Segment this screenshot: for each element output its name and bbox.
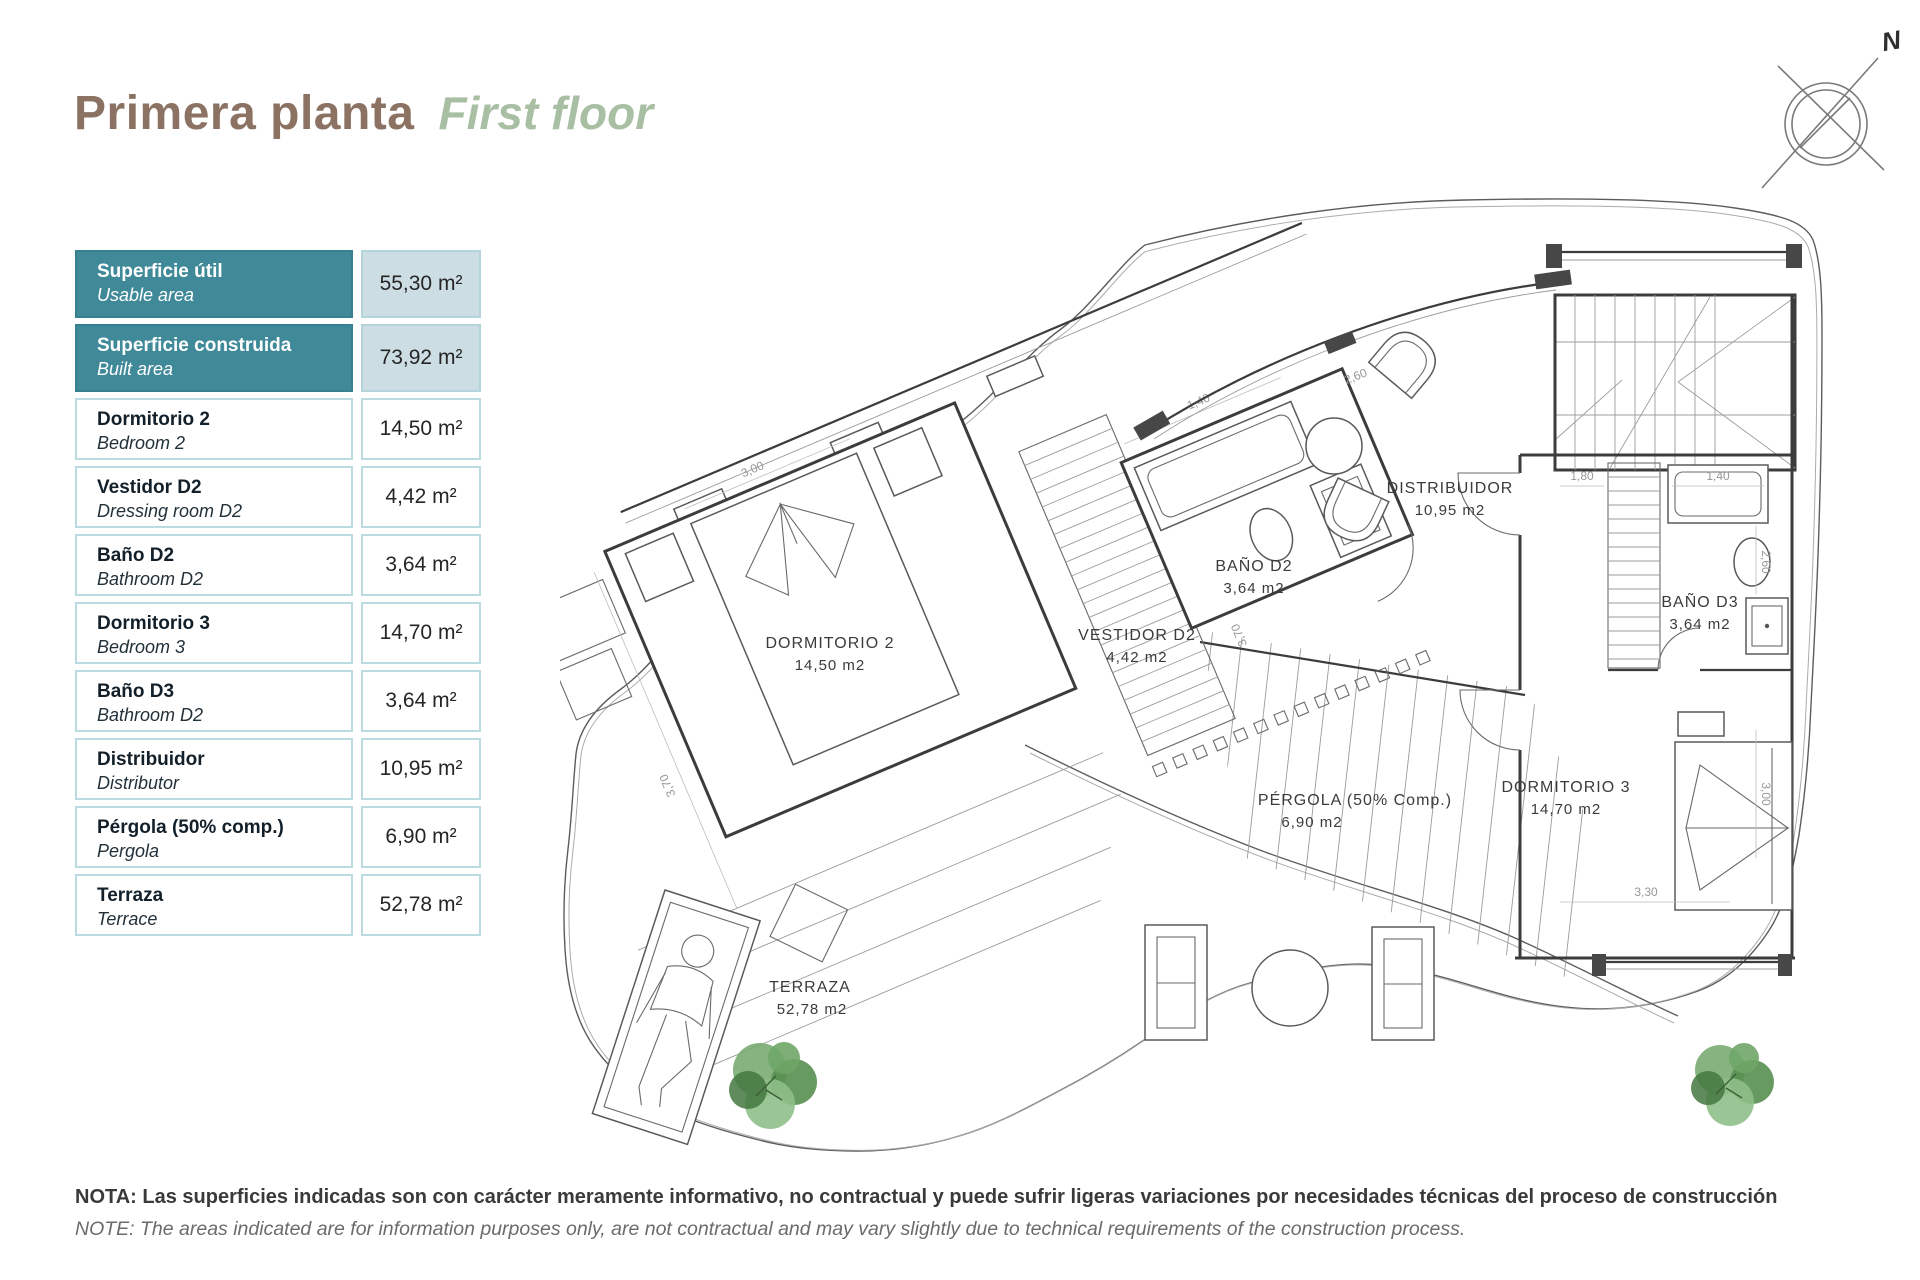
- room-label: BAÑO D2: [1215, 558, 1293, 575]
- row-label-es: Superficie construida: [97, 335, 292, 356]
- row-label-en: Terrace: [97, 909, 158, 929]
- dim-label: 3,70: [1228, 621, 1251, 649]
- table-row: [75, 324, 481, 392]
- row-label-es: Superficie útil: [97, 261, 223, 282]
- dim-label: 1,40: [1185, 390, 1212, 413]
- dim-label: 3,00: [738, 458, 766, 481]
- door-arc: [1658, 628, 1700, 670]
- table-row: [75, 250, 481, 318]
- north-label: N: [1879, 24, 1904, 58]
- floor-plan-drawing: [560, 190, 1920, 1170]
- room-area: 3,64 m2: [1223, 580, 1285, 597]
- round-table-icon: [1252, 950, 1328, 1026]
- side-table-icon: [770, 884, 848, 962]
- row-label-en: Distributor: [97, 773, 180, 793]
- table-row: [75, 602, 481, 664]
- note-spanish: NOTA: Las superficies indicadas son con carácter meramente informativo, no contractual y puede sufrir ligeras variaciones por necesidades técnicas del proceso de construcción: [75, 1186, 1778, 1208]
- compass-rose-icon: [1738, 16, 1920, 201]
- table-row: [75, 398, 481, 460]
- nightstand-icon: [1678, 712, 1724, 736]
- row-value: 10,95 m²: [361, 738, 481, 800]
- bed-icon: [1675, 742, 1792, 910]
- table-row: [75, 738, 481, 800]
- room-label: VESTIDOR D2: [1078, 627, 1196, 644]
- title-english: First floor: [438, 87, 654, 139]
- room-area: 3,64 m2: [1669, 616, 1731, 633]
- terrace-furniture: [1145, 925, 1434, 1040]
- row-value: 6,90 m²: [361, 806, 481, 868]
- round-table-icon: [1306, 418, 1362, 474]
- row-label-en: Bedroom 2: [97, 433, 186, 453]
- row-value: 52,78 m²: [361, 874, 481, 936]
- room-area: 14,70 m2: [1530, 801, 1602, 818]
- row-label-es: Dormitorio 2: [97, 409, 210, 430]
- room-area: 10,95 m2: [1414, 502, 1486, 519]
- row-label-es: Dormitorio 3: [97, 613, 210, 634]
- table-row: [75, 670, 481, 732]
- page-title: [74, 86, 653, 141]
- staircase: [1546, 244, 1802, 470]
- row-value: 4,42 m²: [361, 466, 481, 528]
- table-row: [75, 874, 481, 936]
- dim-label: 1,80: [1570, 469, 1594, 483]
- row-value: 14,50 m²: [361, 398, 481, 460]
- row-label-es: Pérgola (50% comp.): [97, 817, 284, 838]
- room-label: DORMITORIO 2: [765, 635, 895, 652]
- room-label: TERRAZA: [769, 979, 851, 996]
- row-value: 14,70 m²: [361, 602, 481, 664]
- dim-label: 3,00: [1759, 782, 1773, 806]
- table-row: [75, 466, 481, 528]
- sofa-icon: [1145, 925, 1207, 1040]
- row-value: 3,64 m²: [361, 534, 481, 596]
- pergola-beam: [1200, 642, 1525, 695]
- row-value: 3,64 m²: [361, 670, 481, 732]
- row-label-es: Baño D3: [97, 681, 175, 702]
- table-row: [75, 806, 481, 868]
- armchair-icon: [1369, 322, 1445, 398]
- room-area: 52,78 m2: [776, 1001, 848, 1018]
- room-label: DORMITORIO 3: [1501, 779, 1631, 796]
- room-area: 4,42 m2: [1106, 649, 1168, 666]
- row-label-en: Dressing room D2: [97, 501, 243, 521]
- dim-label: 2,60: [1759, 550, 1773, 574]
- dim-label: 3,30: [1634, 885, 1658, 899]
- row-label-en: Bedroom 3: [97, 637, 186, 657]
- window-post: [987, 356, 1043, 397]
- row-label-es: Distribuidor: [97, 749, 205, 770]
- door-arc: [1460, 690, 1520, 750]
- closet-hatch: [1608, 463, 1660, 668]
- sofa-icon: [1372, 927, 1434, 1040]
- row-value: 73,92 m²: [361, 324, 481, 392]
- tree-icon: [729, 1042, 817, 1129]
- row-label-es: Vestidor D2: [97, 477, 202, 498]
- room-area: 6,90 m2: [1281, 814, 1343, 831]
- row-value: 55,30 m²: [361, 250, 481, 318]
- tree-icon: [1691, 1043, 1774, 1126]
- room-label: PÉRGOLA (50% Comp.): [1257, 792, 1453, 809]
- title-spanish: Primera planta: [74, 87, 415, 140]
- row-label-en: Pergola: [97, 841, 160, 861]
- dim-label: 2,60: [1342, 365, 1369, 387]
- row-label-es: Terraza: [97, 885, 164, 906]
- row-label-en: Bathroom D2: [97, 569, 204, 589]
- footer-note: [75, 1186, 1885, 1241]
- row-label-en: Usable area: [97, 285, 195, 305]
- room-label: DISTRIBUIDOR: [1386, 480, 1514, 497]
- row-label-es: Baño D2: [97, 545, 175, 566]
- room-area: 14,50 m2: [794, 657, 866, 674]
- table-row: [75, 534, 481, 596]
- dim-label: 1,40: [1706, 469, 1730, 483]
- note-english: NOTE: The areas indicated are for information purposes only, are not contractual and may vary slightly due to technical requirements of the construction process.: [75, 1218, 1466, 1240]
- dim-label: 3,70: [656, 772, 679, 800]
- area-table: [75, 250, 481, 936]
- row-label-en: Built area: [97, 359, 174, 379]
- row-label-en: Bathroom D2: [97, 705, 204, 725]
- room-label: BAÑO D3: [1661, 594, 1739, 611]
